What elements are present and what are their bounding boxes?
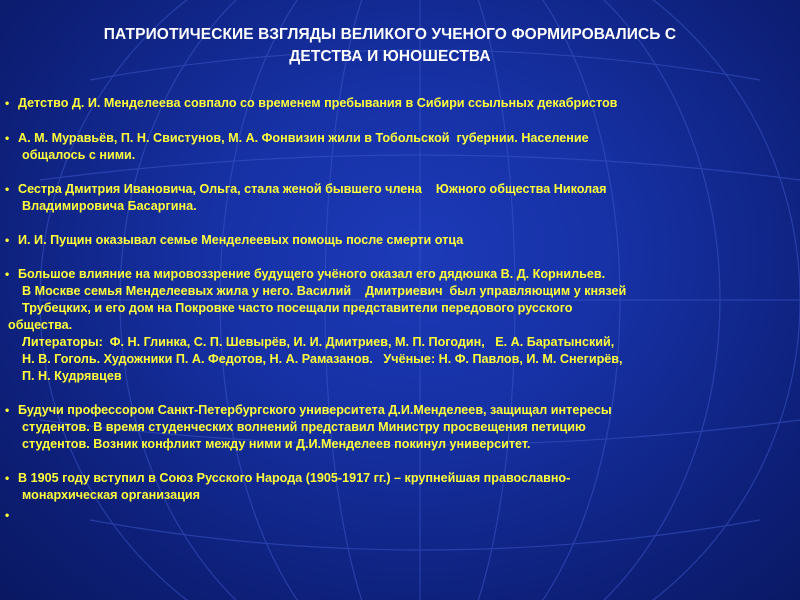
bullet-text-line: Сестра Дмитрия Ивановича, Ольга, стала женой бывшего члена Южного общества Николая — [18, 182, 607, 196]
bullet-list — [0, 96, 800, 522]
bullet-text-line: монархическая организация — [22, 488, 200, 502]
bullet-icon: • — [5, 267, 10, 281]
bullet-text-line: Н. В. Гоголь. Художники П. А. Федотов, Н. А. Рамазанов. Учёные: Н. Ф. Павлов, И. М. Снегирёв, — [22, 352, 623, 366]
slide-title-line-1: ПАТРИОТИЧЕСКИЕ ВЗГЛЯДЫ ВЕЛИКОГО УЧЕНОГО ФОРМИРОВАЛИСЬ С — [103, 26, 677, 43]
slide-title — [0, 24, 780, 68]
bullet-text-line: В 1905 году вступил в Союз Русского Народа (1905-1917 гг.) – крупнейшая православно- — [18, 471, 571, 485]
bullet-text-line: Владимировича Басаргина. — [22, 199, 197, 213]
bullet-text-line: Трубецких, и его дом на Покровке часто посещали представители передового русского — [22, 301, 573, 315]
bullet-icon: • — [5, 96, 10, 110]
bullet-text-line: Литераторы: Ф. Н. Глинка, С. П. Шевырёв, И. И. Дмитриев, М. П. Погодин, Е. А. Баратынский, — [22, 335, 615, 349]
bullet-icon: • — [5, 508, 10, 522]
bullet-text-line: П. Н. Кудрявцев — [22, 369, 122, 383]
bullet-text-line: И. И. Пущин оказывал семье Менделеевых помощь после смерти отца — [18, 233, 464, 247]
bullet-icon: • — [5, 403, 10, 417]
bullet-1905 — [0, 470, 800, 504]
bullet-tobolsk — [0, 130, 800, 164]
bullet-text-line: Будучи профессором Санкт-Петербургского университета Д.И.Менделеев, защищал интересы — [18, 403, 612, 417]
bullet-text-line: студентов. Возник конфликт между ними и Д.И.Менделеев покинул университет. — [22, 437, 531, 451]
bullet-text-line: В Москве семья Менделеевых жила у него. Василий Дмитриевич был управляющим у князей — [22, 284, 627, 298]
bullet-text-line: общалось с ними. — [22, 148, 136, 162]
bullet-decembrists — [0, 95, 800, 112]
bullet-text-line: Детство Д. И. Менделеева совпало со временем пребывания в Сибири ссыльных декабристов — [18, 96, 618, 110]
bullet-icon: • — [5, 233, 10, 247]
slide-title-line-2: ДЕТСТВА И ЮНОШЕСТВА — [289, 48, 491, 65]
bullet-icon: • — [5, 182, 10, 196]
bullet-icon: • — [5, 131, 10, 145]
bullet-text-line: общества. — [8, 318, 73, 332]
bullet-olga — [0, 181, 800, 215]
bullet-text-line: студентов. В время студенческих волнений представил Министру просвещения петицию — [22, 420, 586, 434]
bullet-professor — [0, 402, 800, 453]
bullet-icon: • — [5, 471, 10, 485]
bullet-pushchin — [0, 232, 800, 249]
bullet-text-line: А. М. Муравьёв, П. Н. Свистунов, М. А. Фонвизин жили в Тобольской губернии. Население — [18, 131, 589, 145]
bullet-text-line: Большое влияние на мировоззрение будущего учёного оказал его дядюшка В. Д. Корнильев. — [18, 267, 606, 281]
bullet-kornilyev — [0, 266, 800, 385]
